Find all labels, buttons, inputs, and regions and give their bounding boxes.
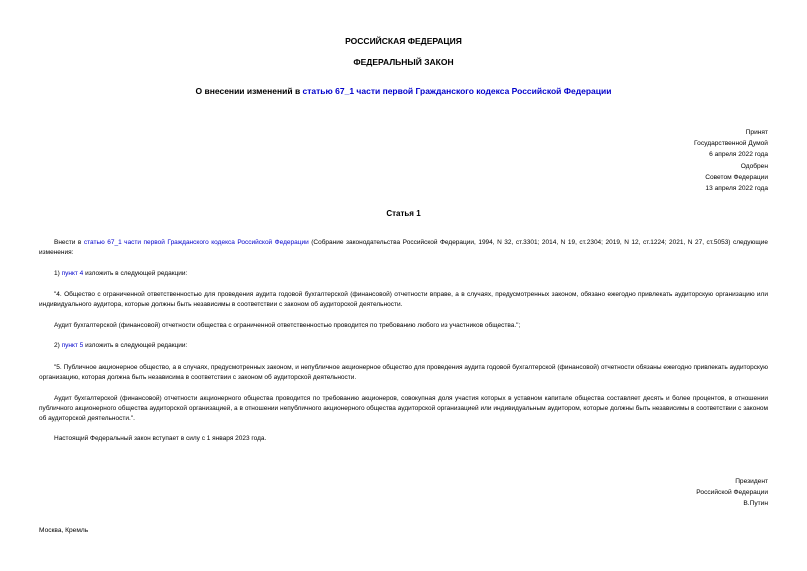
article-link[interactable]: статью 67_1 части первой Гражданского кодекса Российской Федерации: [83, 239, 309, 246]
intro-prefix: Внести в: [54, 239, 84, 246]
quote-2: "5. Публичное акционерное общество, а в случаях, предусмотренных законом, и непубличное акционерное общество для проведения аудита годовой бухгалтерской (финансовой) отчетности обязаны ежегодно привлекать аудиторскую организацию, которая должна быть независима в соответствии с законом об аудиторской деятельности.: [39, 364, 768, 382]
signature-title: Российской Федерации: [696, 489, 768, 497]
quote-1b: Аудит бухгалтерской (финансовой) отчетности общества с ограниченной ответственностью проводится по требованию любого из участников общества.";: [54, 322, 521, 329]
approval-line: Советом Федерации: [705, 173, 768, 181]
adoption-date: 6 апреля 2022 года: [709, 151, 768, 159]
country-heading: РОССИЙСКАЯ ФЕДЕРАЦИЯ: [345, 36, 462, 46]
article-intro: [39, 238, 768, 258]
signature-name: В.Путин: [743, 500, 768, 508]
signature-block: [696, 476, 768, 510]
item-1-link[interactable]: пункт 4: [61, 270, 84, 277]
quote-1: "4. Общество с ограниченной ответственностью для проведения аудита годовой бухгалтерской (финансовой) отчетности вправе, а в случаях, предусмотренных законом, обязано ежегодно привлекать аудиторскую организацию или индивидуального аудитора, которые должны быть независимы в соответствии с законом об аудиторской деятельности.: [39, 291, 768, 309]
signature-title: Президент: [735, 478, 768, 485]
adoption-line: Принят: [745, 129, 768, 136]
article-heading: Статья 1: [386, 209, 421, 218]
item-2-suffix: изложить в следующей редакции:: [83, 342, 188, 349]
approval-date: 13 апреля 2022 года: [705, 185, 768, 193]
item-1-suffix: изложить в следующей редакции:: [83, 270, 188, 277]
doc-type-heading: ФЕДЕРАЛЬНЫЙ ЗАКОН: [353, 57, 454, 67]
intro-suffix: (Собрание законодательства Российской Федерации, 1994, N 32, ст.3301; 2014, N 19, ст.2304; 2019, N 12, ст.1224; 2021, N 27, ст.5053) следующие изменения:: [39, 239, 768, 257]
adoption-block: [694, 127, 768, 194]
title-link[interactable]: статью 67_1 части первой Гражданского кодекса Российской Федерации: [302, 86, 612, 96]
law-title-prefix: О внесении изменений в: [195, 86, 303, 96]
approval-line: Одобрен: [740, 162, 768, 170]
final-provision: Настоящий Федеральный закон вступает в силу с 1 января 2023 года.: [54, 435, 267, 442]
quote-2b: Аудит бухгалтерской (финансовой) отчетности акционерного общества проводится по требованию акционеров, совокупная доля участия которых в уставном капитале общества составляет десять и более процентов, в отношении публичного акционерного общества аудиторской организацией, а в отношении непубличного акционерного общества аудиторской организацией или индивидуальным аудитором, которые должны быть независимы в соответствии с законом об аудиторской деятельности.".: [39, 395, 768, 423]
item-1: [39, 269, 768, 279]
signing-place: Москва, Кремль: [39, 527, 89, 534]
item-2-prefix: 2): [54, 342, 62, 349]
item-2: [39, 341, 768, 351]
item-1-prefix: 1): [54, 270, 62, 277]
law-title: [0, 86, 807, 96]
adoption-line: Государственной Думой: [694, 140, 768, 148]
item-2-link[interactable]: пункт 5: [61, 342, 84, 349]
